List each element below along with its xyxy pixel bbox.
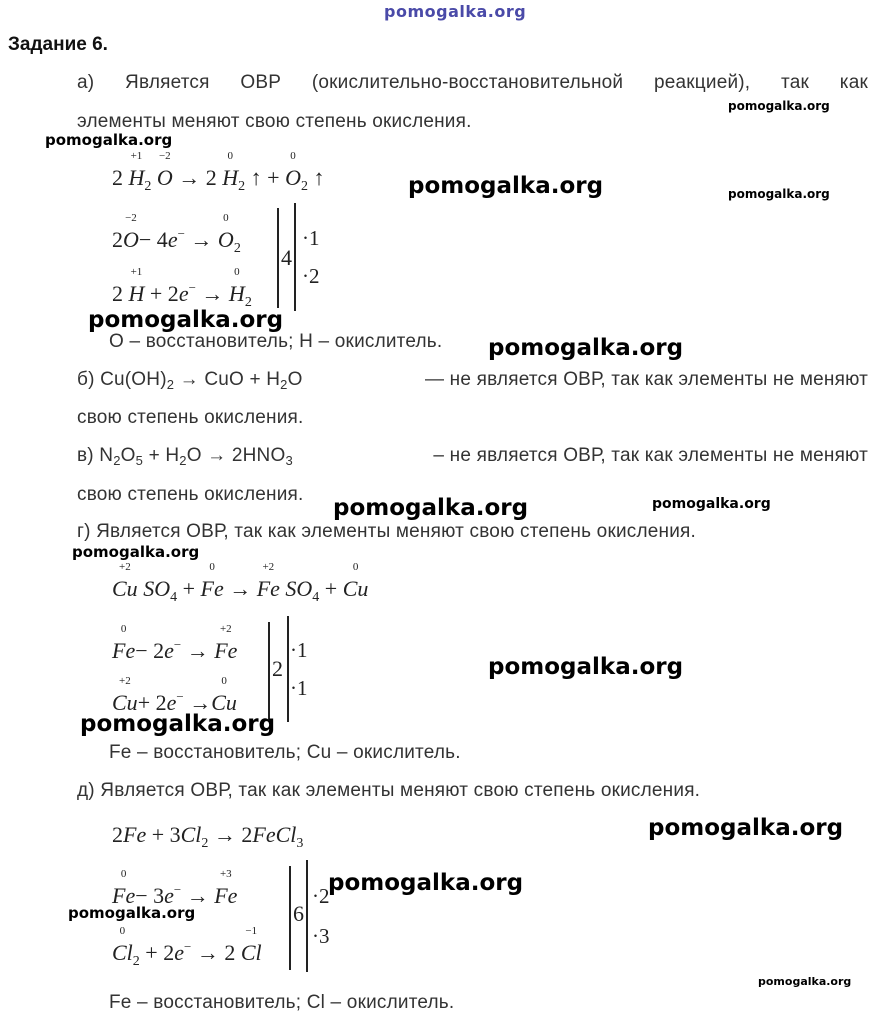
part-a-coefficient-2: ·2 [302, 264, 320, 288]
part-b-text-line1: б) $Cu(OH)_2$ → CuO + $H_2O$ — не является ОВР, так как элементы не меняют [77, 369, 868, 392]
part-g-electron-count: 2 [272, 656, 283, 681]
part-d-balance-line-left [289, 866, 291, 970]
part-d-electron-count: 6 [293, 901, 304, 926]
part-b-text-tail: — не является ОВР, так как элементы не меняют [424, 369, 868, 390]
part-a-balance-line-left [277, 208, 279, 308]
watermark: pomogalka.org [758, 975, 852, 988]
part-a-half-reaction-reduction: 2 H +1 + 2e− → H 0 $_2$ [112, 266, 252, 310]
part-d-half-reaction-reduction: Cl 0 $_2$ + 2e− → 2 Cl −1 [112, 925, 262, 969]
part-g-equation: Cu +2 $SO_4 + Fe$ 0 → Fe +2 $SO_4 + Cu$ 0 [112, 561, 369, 605]
part-a-text-line1: а) Является ОВР (окислительно-восстановительной реакцией), так как [77, 72, 868, 93]
part-g-balance-line-right [287, 616, 289, 722]
watermark: pomogalka.org [333, 495, 529, 521]
part-a-conclusion: O – восстановитель; H – окислитель. [109, 331, 443, 352]
watermark: pomogalka.org [488, 654, 684, 680]
part-v-text-line2: свою степень окисления. [77, 484, 304, 505]
part-d-equation: $2Fe + 3Cl_2$ → 2FeCl$_3$ [112, 822, 304, 851]
watermark: pomogalka.org [45, 131, 173, 149]
watermark: pomogalka.org [728, 187, 830, 201]
watermark: pomogalka.org [728, 99, 830, 113]
part-v-text-line1: в) $N_2O_5 + H_2O \to 2HNO_3$ – не является ОВР, так как элементы не меняют [77, 445, 868, 468]
watermark: pomogalka.org [408, 173, 604, 199]
part-a-coefficient-1: ·1 [302, 226, 320, 250]
part-d-text-line1: д) Является ОВР, так как элементы меняют свою степень окисления. [77, 780, 701, 801]
header-site-link[interactable]: pomogalka.org [384, 2, 527, 21]
watermark: pomogalka.org [328, 870, 524, 896]
part-a-equation: 2 H +1 $_2$ O −2 → 2 H 0 $_2$ ↑ + O 0 $_2$ ↑ [112, 150, 325, 194]
part-d-half-reaction-oxidation: Fe 0 − 3e− → Fe +3 [112, 868, 238, 908]
part-a-balance-line-right [294, 203, 296, 311]
watermark: pomogalka.org [72, 543, 200, 561]
part-d-coefficient-1: ·2 [312, 884, 330, 908]
watermark: pomogalka.org [88, 307, 284, 333]
watermark: pomogalka.org [80, 711, 276, 737]
part-g-conclusion: Fe – восстановитель; Cu – окислитель. [109, 742, 461, 763]
task-title: Задание 6. [8, 34, 108, 55]
part-a-text-line2: элементы меняют свою степень окисления. [77, 111, 472, 132]
watermark: pomogalka.org [652, 496, 771, 512]
part-v-text-tail: – не является ОВР, так как элементы не меняют [433, 445, 868, 466]
watermark: pomogalka.org [648, 815, 844, 841]
part-d-conclusion: Fe – восстановитель; Cl – окислитель. [109, 992, 455, 1013]
part-g-balance-line-left [268, 622, 270, 720]
part-g-half-reaction-oxidation: Fe 0 − 2e− → Fe +2 [112, 623, 238, 663]
watermark: pomogalka.org [68, 904, 196, 922]
part-g-coefficient-1: ·1 [290, 638, 308, 662]
part-a-electron-count: 4 [281, 245, 292, 270]
part-d-coefficient-2: ·3 [312, 924, 330, 948]
part-g-half-reaction-reduction: Cu +2 + 2e− →Cu 0 [112, 675, 237, 715]
watermark: pomogalka.org [488, 335, 684, 361]
part-b-text-line2: свою степень окисления. [77, 407, 304, 428]
part-a-half-reaction-oxidation: 2O −2 − 4e− → O 0 $_2$ [112, 212, 241, 256]
part-g-coefficient-2: ·1 [290, 676, 308, 700]
part-d-balance-line-right [306, 860, 308, 972]
part-g-text-line1: г) Является ОВР, так как элементы меняют свою степень окисления. [77, 521, 696, 542]
